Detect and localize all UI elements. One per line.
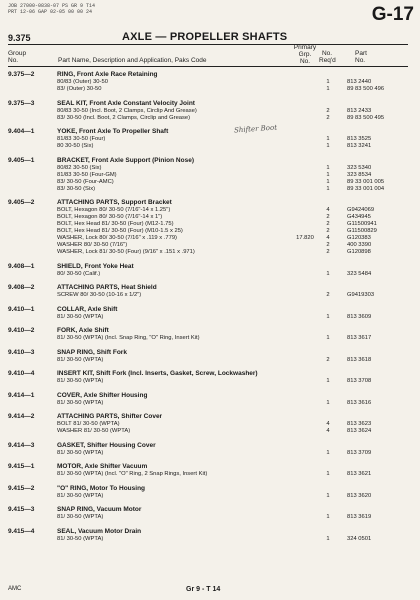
column-part-no: Part No.: [355, 50, 367, 64]
part-line: [8, 79, 408, 86]
part-number: 323 5340: [347, 164, 372, 171]
part-number: 813 3620: [347, 492, 372, 499]
part-number: 813 3709: [347, 449, 372, 456]
part-description: 80/82 30-50 (Six): [57, 164, 102, 171]
quantity-required: 1: [326, 185, 330, 192]
quantity-required: 1: [326, 86, 330, 92]
entry-header: [8, 506, 408, 514]
part-description: WASHER, Lock 80/ 30-50 (7/16" x .119 x .779): [57, 235, 177, 241]
quantity-required: 1: [326, 449, 330, 456]
parts-entry: [8, 349, 408, 364]
part-description: BOLT, Hex Head 81/ 30-50 (Four) (M12-1.75): [57, 221, 174, 227]
parts-entry: [8, 263, 408, 278]
part-line: [8, 450, 408, 457]
part-description: 81/83 30-50 (Four): [57, 136, 106, 142]
part-line: [8, 235, 408, 242]
part-line: [8, 428, 408, 435]
part-number: 89 33 001 004: [347, 185, 385, 192]
entry-title: SNAP RING, Shift Fork: [57, 348, 127, 356]
part-number: 813 3618: [347, 356, 372, 363]
part-description: WASHER 81/ 30-50 (WPTA): [57, 428, 131, 434]
part-line: [8, 221, 408, 228]
part-line: [8, 514, 408, 521]
part-line: [8, 108, 408, 115]
part-line: [8, 421, 408, 428]
part-description: 83/ 30-50 (Incl. Boot, 2 Clamps, Circlip and Grease): [57, 114, 191, 121]
footer-page-ref: Gr 9 - T 14: [186, 586, 221, 593]
part-line: [8, 378, 408, 385]
entry-group-no: 9.405—2: [8, 199, 35, 206]
group-number: 9.375: [8, 33, 31, 43]
entry-header: [8, 413, 408, 421]
part-number: 323 8534: [347, 171, 372, 178]
quantity-required: 1: [326, 335, 330, 341]
part-number: 813 3621: [347, 471, 372, 477]
part-description: 83/ 30-50 (Four-AMC): [57, 178, 114, 185]
part-line: [8, 292, 408, 299]
entry-header: [8, 100, 408, 108]
quantity-required: 4: [326, 235, 330, 241]
entry-header: [8, 71, 408, 79]
entry-group-no: 9.415—3: [8, 506, 35, 513]
entry-title: SHIELD, Front Yoke Heat: [57, 262, 134, 270]
parts-entry: [8, 413, 408, 435]
part-number: 813 3241: [347, 143, 372, 149]
part-number: G434945: [347, 214, 371, 220]
part-description: 81/ 30-50 (WPTA): [57, 514, 104, 520]
quantity-required: 2: [326, 356, 330, 363]
quantity-required: 1: [326, 514, 330, 520]
parts-entry: [8, 71, 408, 93]
entry-title: COLLAR, Axle Shift: [57, 305, 118, 313]
part-description: BOLT, Hex Head 81/ 30-50 (Four) (M10-1.5 x 25): [57, 228, 183, 234]
quantity-required: 4: [326, 428, 330, 434]
entry-header: [8, 284, 408, 292]
entry-header: [8, 327, 408, 335]
part-description: 81/ 30-50 (WPTA): [57, 356, 104, 363]
page-title: AXLE — PROPELLER SHAFTS: [122, 31, 288, 43]
print-line-2: PRT 12-06 GAP 02-05 00 00 24: [8, 9, 93, 15]
parts-entry: [8, 463, 408, 478]
part-description: 81/ 30-50 (WPTA): [57, 378, 104, 384]
part-line: [8, 471, 408, 478]
entry-title: RING, Front Axle Race Retaining: [57, 71, 158, 78]
part-description: 80 30-50 (Six): [57, 143, 94, 149]
entry-title: YOKE, Front Axle To Propeller Shaft: [57, 128, 169, 135]
entry-header: [8, 157, 408, 165]
part-description: 81/83 30-50 (Four-GM): [57, 171, 117, 178]
part-number: G11500941: [347, 221, 377, 227]
quantity-required: 2: [326, 228, 330, 234]
part-description: WASHER 80/ 30-50 (7/16"): [57, 242, 128, 248]
quantity-required: 1: [326, 378, 330, 384]
part-number: 813 3616: [347, 399, 372, 406]
part-line: [8, 242, 408, 249]
part-number: G120898: [347, 249, 371, 255]
part-number: 813 3525: [347, 136, 372, 142]
parts-entry: [8, 485, 408, 500]
part-number: G120383: [347, 235, 371, 241]
part-line: [8, 357, 408, 364]
entry-group-no: 9.405—1: [8, 156, 35, 164]
print-header: [8, 3, 95, 15]
part-description: 83/ 30-50 (Six): [57, 185, 96, 192]
quantity-required: 2: [326, 221, 330, 227]
part-description: 81/ 30-50 (WPTA): [57, 313, 104, 320]
print-line-1: JOB 27000-0838-07 PS GR 9 T14: [8, 3, 96, 9]
part-description: 80/83 (Outer) 30-50: [57, 79, 108, 85]
parts-entry: [8, 306, 408, 321]
part-line: [8, 143, 408, 150]
entry-header: [8, 485, 408, 493]
quantity-required: 2: [326, 107, 330, 114]
column-primary-grp: Primary Grp. No.: [293, 44, 317, 65]
entry-title: BRACKET, Front Axle Support (Pinion Nose): [57, 156, 194, 164]
parts-list: [8, 71, 408, 549]
entry-title: SEAL KIT, Front Axle Constant Velocity Joint: [57, 99, 195, 107]
part-number: 400 3390: [347, 242, 372, 248]
part-line: [8, 86, 408, 93]
part-description: 81/ 30-50 (WPTA): [57, 399, 104, 406]
part-description: 81/ 30-50 (WPTA) (Incl. Snap Ring, "O" Ring, Insert Kit): [57, 335, 200, 341]
part-line: [8, 493, 408, 500]
part-number: 813 3708: [347, 378, 372, 384]
header-rule: [8, 44, 408, 45]
entry-group-no: 9.415—1: [8, 463, 35, 470]
part-line: [8, 314, 408, 321]
entry-group-no: 9.415—2: [8, 484, 35, 492]
part-number: 813 3609: [347, 313, 372, 320]
quantity-required: 2: [326, 242, 330, 248]
part-number: 324 0501: [347, 535, 372, 542]
entry-group-no: 9.414—2: [8, 413, 35, 420]
column-part-name: Part Name, Description and Application, Paks Code: [58, 57, 207, 64]
entry-group-no: 9.410—2: [8, 327, 35, 334]
quantity-required: 1: [326, 136, 330, 142]
entry-title: ATTACHING PARTS, Shifter Cover: [57, 413, 163, 420]
entry-title: GASKET, Shifter Housing Cover: [57, 441, 156, 449]
entry-title: COVER, Axle Shifter Housing: [57, 391, 148, 399]
entry-group-no: 9.414—1: [8, 391, 35, 399]
quantity-required: 1: [326, 313, 330, 320]
footer-brand: AMC: [8, 586, 22, 592]
quantity-required: 2: [326, 214, 330, 220]
entry-title: MOTOR, Axle Shifter Vacuum: [57, 463, 148, 470]
entry-group-no: 9.375—2: [8, 71, 35, 78]
part-line: [8, 400, 408, 407]
entry-header: [8, 442, 408, 450]
entry-header: [8, 199, 408, 207]
part-description: WASHER, Lock 81/ 30-50 (Four) (9/16" x .151 x .971): [57, 249, 195, 255]
entry-group-no: 9.414—3: [8, 441, 35, 449]
part-description: 81/ 30-50 (WPTA): [57, 535, 104, 542]
entry-title: FORK, Axle Shift: [57, 327, 109, 334]
entry-title: ATTACHING PARTS, Heat Shield: [57, 284, 157, 291]
primary-grp-no: 17.820: [296, 235, 314, 241]
part-description: BOLT 81/ 30-50 (WPTA): [57, 421, 120, 427]
entry-title: "O" RING, Motor To Housing: [57, 484, 146, 492]
quantity-required: 1: [326, 164, 330, 171]
entry-header: [8, 370, 408, 378]
part-line: [8, 271, 408, 278]
entry-header: [8, 128, 408, 136]
quantity-required: 1: [326, 270, 330, 277]
column-group-no: Group No.: [8, 50, 27, 64]
entry-header: [8, 528, 408, 536]
entry-title: SEAL, Vacuum Motor Drain: [57, 527, 142, 535]
quantity-required: 1: [326, 178, 330, 185]
entry-header: [8, 263, 408, 271]
entry-group-no: 9.410—4: [8, 370, 35, 377]
quantity-required: 1: [326, 171, 330, 178]
entry-group-no: 9.408—1: [8, 262, 35, 270]
part-description: BOLT, Hexagon 80/ 30-50 (7/16"-14 x 1"): [57, 214, 163, 220]
part-line: [8, 207, 408, 214]
parts-entry: [8, 528, 408, 543]
part-line: [8, 186, 408, 193]
quantity-required: 1: [326, 535, 330, 542]
part-number: 813 3619: [347, 514, 372, 520]
entry-group-no: 9.404—1: [8, 128, 35, 135]
parts-entry: [8, 392, 408, 407]
part-line: [8, 136, 408, 143]
part-line: [8, 228, 408, 235]
entry-title: INSERT KIT, Shift Fork (Incl. Inserts, Gasket, Screw, Lockwasher): [57, 370, 258, 377]
part-line: [8, 165, 408, 172]
quantity-required: 1: [326, 143, 330, 149]
parts-entry: [8, 284, 408, 299]
parts-entry: [8, 506, 408, 521]
parts-entry: [8, 157, 408, 193]
part-description: 83/ (Outer) 30-50: [57, 86, 102, 92]
part-line: [8, 249, 408, 256]
quantity-required: 1: [326, 79, 330, 85]
entry-group-no: 9.415—4: [8, 527, 35, 535]
parts-entry: [8, 128, 408, 150]
part-description: 81/ 30-50 (WPTA): [57, 449, 104, 456]
part-line: [8, 179, 408, 186]
parts-entry: [8, 199, 408, 256]
part-number: G11500829: [347, 228, 377, 234]
part-number: 813 2440: [347, 79, 372, 85]
part-description: 80/ 30-50 (Calif.): [57, 270, 101, 277]
part-description: SCREW 80/ 30-50 (10-16 x 1/2"): [57, 292, 142, 298]
part-number: 813 3624: [347, 428, 372, 434]
entry-header: [8, 306, 408, 314]
quantity-required: 2: [326, 249, 330, 255]
entry-header: [8, 392, 408, 400]
part-number: 89 83 500 495: [347, 114, 385, 121]
entry-title: SNAP RING, Vacuum Motor: [57, 506, 142, 513]
part-line: [8, 536, 408, 543]
part-description: BOLT, Hexagon 80/ 30-50 (7/16"-14 x 1.25"): [57, 207, 171, 213]
part-number: 89 33 001 005: [347, 178, 385, 185]
part-number: G9424069: [347, 207, 375, 213]
parts-entry: [8, 100, 408, 122]
part-line: [8, 115, 408, 122]
entry-group-no: 9.375—3: [8, 99, 35, 107]
entry-group-no: 9.410—3: [8, 348, 35, 356]
quantity-required: 4: [326, 207, 330, 213]
column-no-reqd: No. Req'd: [319, 50, 336, 64]
entry-header: [8, 463, 408, 471]
quantity-required: 2: [326, 292, 330, 298]
quantity-required: 2: [326, 114, 330, 121]
entry-group-no: 9.410—1: [8, 305, 35, 313]
part-number: 813 2433: [347, 107, 372, 114]
part-number: 813 3617: [347, 335, 372, 341]
part-description: 80/83 30-50 (Incl. Boot, 2 Clamps, Circlip And Grease): [57, 107, 197, 114]
quantity-required: 1: [326, 471, 330, 477]
parts-entry: [8, 327, 408, 342]
column-rule: [8, 66, 408, 67]
part-description: 81/ 30-50 (WPTA): [57, 492, 104, 499]
part-line: [8, 172, 408, 179]
part-number: G9419303: [347, 292, 375, 298]
entry-group-no: 9.408—2: [8, 284, 35, 291]
page-id: G-17: [371, 4, 414, 25]
quantity-required: 1: [326, 399, 330, 406]
parts-entry: [8, 370, 408, 385]
part-number: 323 5484: [347, 270, 372, 277]
part-line: [8, 335, 408, 342]
part-line: [8, 214, 408, 221]
parts-entry: [8, 442, 408, 457]
part-number: 813 3623: [347, 421, 372, 427]
part-number: 89 83 500 496: [347, 86, 385, 92]
quantity-required: 1: [326, 492, 330, 499]
entry-title: ATTACHING PARTS, Support Bracket: [57, 199, 172, 206]
handwritten-note: Shifter Boot: [233, 123, 278, 135]
part-description: 81/ 30-50 (WPTA) (Incl. "O" Ring, 2 Snap Rings, Insert Kit): [57, 471, 208, 477]
quantity-required: 4: [326, 421, 330, 427]
entry-header: [8, 349, 408, 357]
